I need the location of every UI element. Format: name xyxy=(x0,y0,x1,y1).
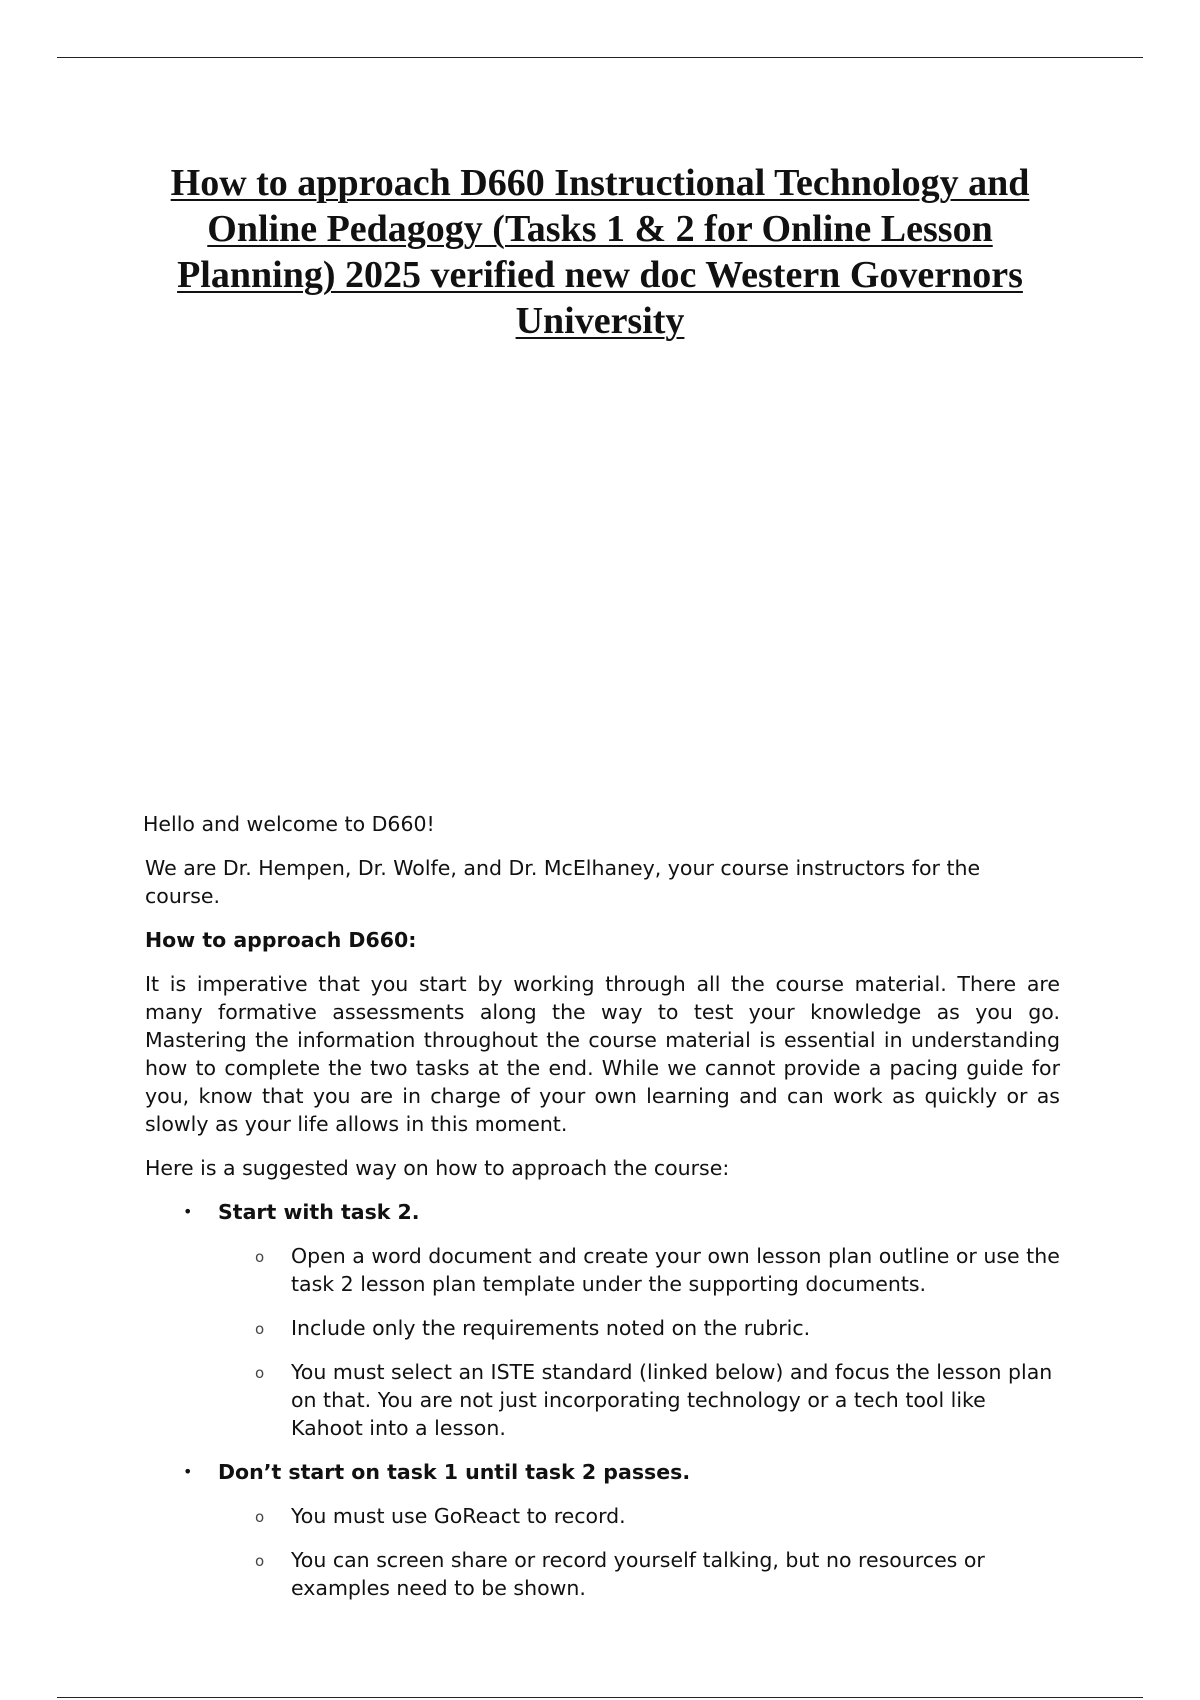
sub-item-text: You must use GoReact to record. xyxy=(291,1504,626,1528)
sub-marker: o xyxy=(255,1508,265,1526)
bullet-marker: • xyxy=(183,1202,193,1221)
step-item xyxy=(145,1458,1060,1602)
sub-item xyxy=(218,1546,1060,1602)
header-rule xyxy=(57,57,1143,58)
instructors-text: We are Dr. Hempen, Dr. Wolfe, and Dr. McElhaney, your course instructors for the course. xyxy=(145,856,981,908)
sub-item-text: You can screen share or record yourself talking, but no resources or examples need to be shown. xyxy=(291,1548,985,1600)
section-heading: How to approach D660: xyxy=(145,928,417,952)
sub-item-text: You must select an ISTE standard (linked below) and focus the lesson plan on that. You are not just incorporating technology or a tech tool like Kahoot into a lesson. xyxy=(291,1360,1053,1440)
sub-item-text: Open a word document and create your own lesson plan outline or use the task 2 lesson plan template under the supporting documents. xyxy=(291,1244,1060,1296)
greeting-text: Hello and welcome to D660! xyxy=(143,812,435,836)
document-body xyxy=(145,810,1060,1618)
intro-paragraph: It is imperative that you start by working through all the course material. There are many formative assessments along the way to test your knowledge as you go. Mastering the information throughout the course material is essential in understanding how to complete the two tasks at the end. While we cannot provide a pacing guide for you, know that you are in charge of your own learning and can work as quickly or as slowly as your life allows in this moment. xyxy=(145,972,1060,1136)
sub-list xyxy=(218,1502,1060,1602)
sub-marker: o xyxy=(255,1364,265,1382)
step-label: Start with task 2. xyxy=(218,1200,420,1224)
sub-marker: o xyxy=(255,1552,265,1570)
document-title: How to approach D660 Instructional Technology and Online Pedagogy (Tasks 1 & 2 for Online Lesson Planning) 2025 verified new doc Western Governors University xyxy=(170,162,1030,342)
footer-rule xyxy=(57,1697,1143,1698)
steps-list xyxy=(145,1198,1060,1602)
step-item xyxy=(145,1198,1060,1442)
bullet-marker: • xyxy=(183,1462,193,1481)
sub-list xyxy=(218,1242,1060,1442)
suggestion-lead: Here is a suggested way on how to approach the course: xyxy=(145,1156,730,1180)
sub-item xyxy=(218,1502,1060,1530)
sub-marker: o xyxy=(255,1248,265,1266)
step-label: Don’t start on task 1 until task 2 passes. xyxy=(218,1460,691,1484)
sub-item-text: Include only the requirements noted on the rubric. xyxy=(291,1316,811,1340)
sub-item xyxy=(218,1314,1060,1342)
sub-item xyxy=(218,1358,1060,1442)
sub-marker: o xyxy=(255,1320,265,1338)
sub-item xyxy=(218,1242,1060,1298)
